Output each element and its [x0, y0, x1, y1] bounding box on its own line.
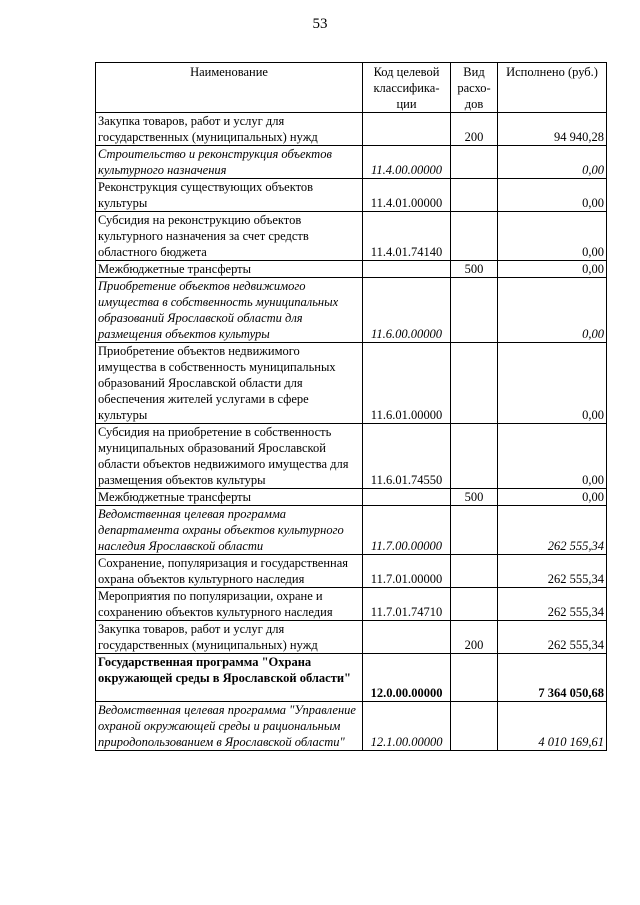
row-name: Субсидия на приобретение в собственность муниципальных образований Ярославской области объектов недвижимого имущества для размещения объектов культуры: [96, 424, 363, 489]
row-code: 11.4.01.74140: [363, 212, 451, 261]
table-row: [96, 506, 607, 555]
row-code: 11.6.00.00000: [363, 278, 451, 343]
table-row: [96, 146, 607, 179]
table-row: [96, 343, 607, 424]
row-code: 11.7.00.00000: [363, 506, 451, 555]
row-sum: 0,00: [498, 261, 607, 278]
table-row: [96, 261, 607, 278]
row-code: 11.6.01.00000: [363, 343, 451, 424]
table-row: [96, 621, 607, 654]
row-code: [363, 621, 451, 654]
row-name: Ведомственная целевая программа департамента охраны объектов культурного наследия Ярославской области: [96, 506, 363, 555]
row-kind: [451, 506, 498, 555]
row-kind: [451, 343, 498, 424]
row-code: 11.7.01.74710: [363, 588, 451, 621]
row-name: Мероприятия по популяризации, охране и сохранению объектов культурного наследия: [96, 588, 363, 621]
header-code: Код целевой классифика-ции: [363, 63, 451, 113]
row-code: 11.4.00.00000: [363, 146, 451, 179]
row-sum: 262 555,34: [498, 621, 607, 654]
row-name: Закупка товаров, работ и услуг для государственных (муниципальных) нужд: [96, 621, 363, 654]
table-row: [96, 489, 607, 506]
row-sum: 0,00: [498, 278, 607, 343]
row-kind: 500: [451, 261, 498, 278]
row-sum: 0,00: [498, 146, 607, 179]
row-kind: [451, 424, 498, 489]
row-kind: 200: [451, 113, 498, 146]
row-code: 11.7.01.00000: [363, 555, 451, 588]
row-sum: 0,00: [498, 424, 607, 489]
row-name: Приобретение объектов недвижимого имущества в собственность муниципальных образований Ярославской области для обеспечения жителей услугами в сфере культуры: [96, 343, 363, 424]
row-sum: 4 010 169,61: [498, 702, 607, 751]
row-sum: 0,00: [498, 212, 607, 261]
row-kind: [451, 702, 498, 751]
row-kind: [451, 212, 498, 261]
header-sum: Исполнено (руб.): [498, 63, 607, 113]
row-sum: 0,00: [498, 343, 607, 424]
row-name: Реконструкция существующих объектов культуры: [96, 179, 363, 212]
header-kind: Вид расхо-дов: [451, 63, 498, 113]
row-sum: 0,00: [498, 179, 607, 212]
row-code: 12.0.00.00000: [363, 654, 451, 702]
row-code: [363, 489, 451, 506]
row-code: [363, 261, 451, 278]
budget-table: [95, 62, 607, 751]
row-name: Субсидия на реконструкцию объектов культурного назначения за счет средств областного бюджета: [96, 212, 363, 261]
row-sum: 262 555,34: [498, 506, 607, 555]
row-sum: 7 364 050,68: [498, 654, 607, 702]
row-name: Государственная программа "Охрана окружающей среды в Ярославской области": [96, 654, 363, 702]
row-code: 11.6.01.74550: [363, 424, 451, 489]
table-row: [96, 654, 607, 702]
row-kind: 200: [451, 621, 498, 654]
table-row: [96, 702, 607, 751]
row-kind: [451, 146, 498, 179]
row-kind: [451, 555, 498, 588]
row-name: Сохранение, популяризация и государственная охрана объектов культурного наследия: [96, 555, 363, 588]
table-header-row: [96, 63, 607, 113]
table-row: [96, 113, 607, 146]
page-number: 53: [312, 16, 328, 32]
row-name: Межбюджетные трансферты: [96, 489, 363, 506]
row-sum: 0,00: [498, 489, 607, 506]
row-kind: 500: [451, 489, 498, 506]
table-row: [96, 555, 607, 588]
table-row: [96, 424, 607, 489]
row-code: [363, 113, 451, 146]
table-row: [96, 179, 607, 212]
row-kind: [451, 588, 498, 621]
row-sum: 262 555,34: [498, 555, 607, 588]
row-kind: [451, 278, 498, 343]
table-row: [96, 212, 607, 261]
row-kind: [451, 179, 498, 212]
header-name: Наименование: [96, 63, 363, 113]
row-kind: [451, 654, 498, 702]
table-row: [96, 278, 607, 343]
row-code: 12.1.00.00000: [363, 702, 451, 751]
row-name: Ведомственная целевая программа "Управление охраной окружающей среды и рациональным природопользованием в Ярославской области": [96, 702, 363, 751]
row-sum: 94 940,28: [498, 113, 607, 146]
row-name: Закупка товаров, работ и услуг для государственных (муниципальных) нужд: [96, 113, 363, 146]
row-name: Строительство и реконструкция объектов культурного назначения: [96, 146, 363, 179]
row-code: 11.4.01.00000: [363, 179, 451, 212]
row-name: Межбюджетные трансферты: [96, 261, 363, 278]
row-sum: 262 555,34: [498, 588, 607, 621]
row-name: Приобретение объектов недвижимого имущества в собственность муниципальных образований Ярославской области для размещения объектов культуры: [96, 278, 363, 343]
table-row: [96, 588, 607, 621]
